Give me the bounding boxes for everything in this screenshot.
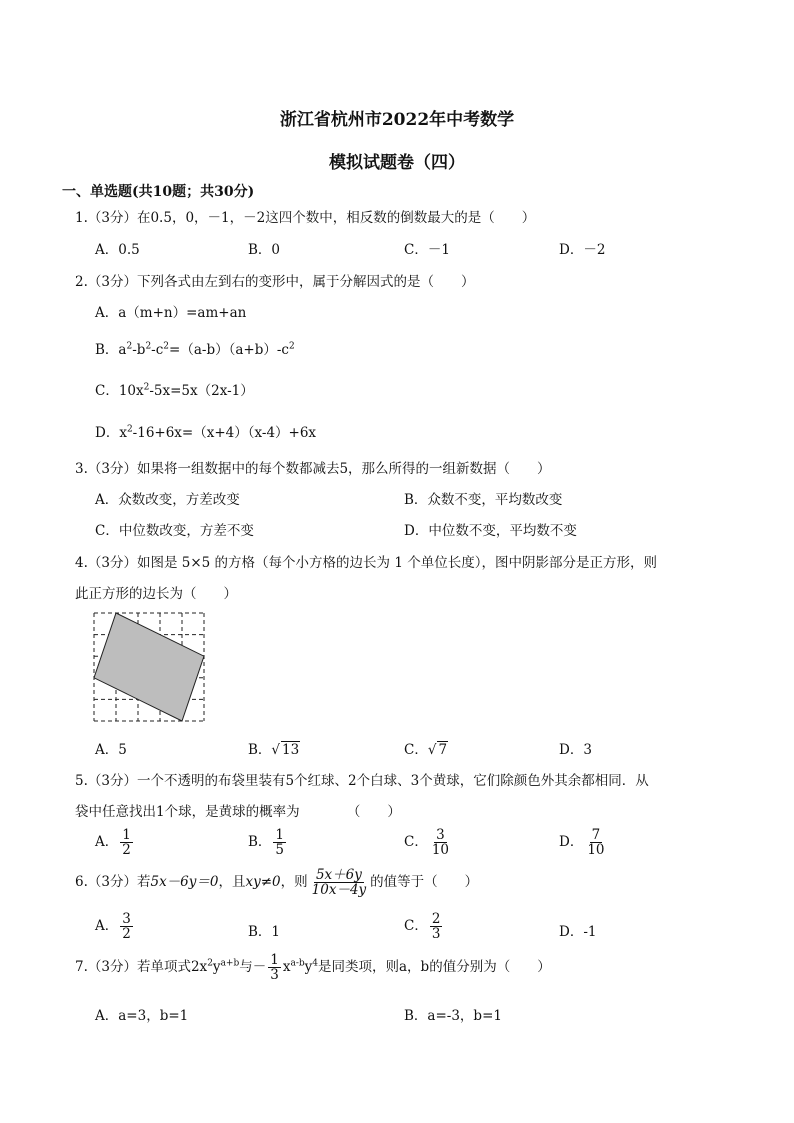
q1-option-d: D．－2 xyxy=(559,242,606,258)
q5-option-b: B． $\frac{1}{5}$ xyxy=(248,827,285,859)
q6-option-b: B．1 xyxy=(248,924,281,940)
page-title: 浙江省杭州市2022年中考数学 xyxy=(279,110,515,130)
page-subtitle: 模拟试题卷（四） xyxy=(329,153,465,173)
question-7-stem: 7.（3分）若单项式$2x^2y^{a+b}$与－ $\frac{1}{3}$ $x^{a-b}y^4$是同类项，则a，b的值分别为（ ） xyxy=(75,952,551,984)
q4-option-c: C．√ 7 xyxy=(404,742,448,758)
q3-option-d: D．中位数不变，平均数不变 xyxy=(404,523,577,539)
q4-option-b: B．√ 13 xyxy=(248,742,300,758)
shaded-square xyxy=(94,613,204,721)
q6-option-d: D．-1 xyxy=(559,924,597,940)
q6-option-c: C． $\frac{2}{3}$ xyxy=(404,911,441,943)
q2-option-a: A．a（m+n）=am+an xyxy=(95,305,247,321)
question-5-stem-line2: 袋中任意找出1个球，是黄球的概率为 （ ） xyxy=(75,804,401,820)
q6-option-a: A． $\frac{3}{2}$ xyxy=(95,911,131,943)
q5-option-d: D． $\frac{7}{10}$ xyxy=(559,827,605,859)
q7-option-b: B．a=-3，b=1 xyxy=(404,1008,502,1024)
question-5-stem-line1: 5.（3分）一个不透明的布袋里装有5个红球、2个白球、3个黄球，它们除颜色外其余都相同．从 xyxy=(75,773,649,789)
q4-option-d: D．3 xyxy=(559,742,592,758)
q1-option-b: B．0 xyxy=(248,242,281,258)
grid-square-figure xyxy=(93,612,205,722)
q3-option-c: C．中位数改变，方差不变 xyxy=(95,523,254,539)
q7-option-a: A．a=3，b=1 xyxy=(95,1008,189,1024)
q2-option-d: D．$x^2-16+6x=(x+4)(x-4)+6x$ xyxy=(95,424,317,441)
question-4-stem-line2: 此正方形的边长为（ ） xyxy=(75,586,237,602)
q5-option-a: A． $\frac{1}{2}$ xyxy=(95,827,131,859)
question-3-stem: 3.（3分）如果将一组数据中的每个数都减去5，那么所得的一组新数据（ ） xyxy=(75,461,551,477)
question-6-stem: 6.（3分）若5x－6y＝0，且xy≠0，则 $\frac{5x+6y}{10x-4y}$ 的值等于（ ） xyxy=(75,867,479,899)
q5-option-c: C． $\frac{3}{10}$ xyxy=(404,827,450,859)
q2-option-b: B．$a^2-b^2-c^2=(a-b)(a+b)-c^2$ xyxy=(95,341,295,358)
q1-option-a: A．0.5 xyxy=(95,242,140,258)
question-4-stem-line1: 4.（3分）如图是 5×5 的方格（每个小方格的边长为 1 个单位长度），图中阴影部分是正方形，则 xyxy=(75,555,657,571)
q3-option-a: A．众数改变，方差改变 xyxy=(95,492,240,508)
section-heading: 一、单选题(共10题；共30分) xyxy=(62,184,255,200)
q1-option-c: C．－1 xyxy=(404,242,450,258)
q2-option-c: C．$10x^2-5x=5x(2x-1)$ xyxy=(95,382,254,399)
q3-option-b: B．众数不变，平均数改变 xyxy=(404,492,563,508)
question-1-stem: 1.（3分）在0.5，0，－1，－2这四个数中，相反数的倒数最大的是（ ） xyxy=(75,210,536,226)
question-2-stem: 2.（3分）下列各式由左到右的变形中，属于分解因式的是（ ） xyxy=(75,274,475,290)
q4-option-a: A．5 xyxy=(95,742,127,758)
